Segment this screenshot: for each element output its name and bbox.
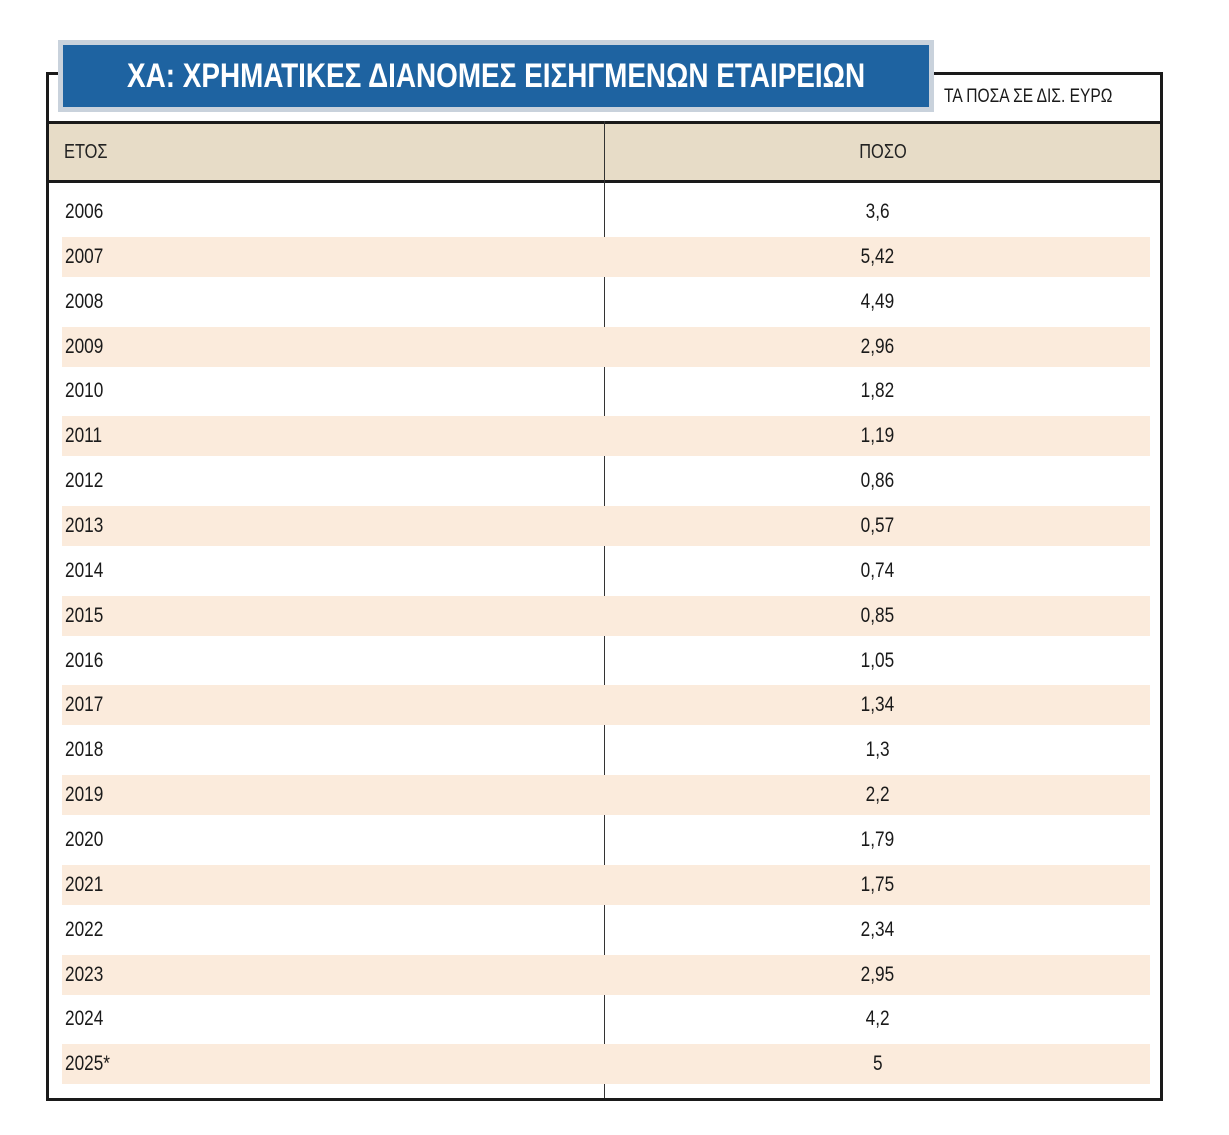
amount-value: 5 [872,1052,883,1076]
column-header-amount-label: ΠΟΣΟ [858,141,907,163]
table-row [62,551,1150,591]
amount-cell [605,828,1150,852]
table-row [62,865,1150,905]
table-row [62,416,1150,456]
table-row [62,910,1150,950]
table-row [62,775,1150,815]
table-row [62,371,1150,411]
year-cell: 2015 [65,603,104,627]
amount-cell [605,245,1150,269]
year-cell: 2011 [65,424,103,448]
amount-cell [605,693,1150,717]
table-row [62,730,1150,770]
amount-cell [605,649,1150,673]
year-cell: 2007 [65,244,104,268]
year-cell: 2014 [65,558,104,582]
amount-cell [605,469,1150,493]
amount-value: 1,3 [865,738,890,762]
amount-cell [605,963,1150,987]
year-cell: 2013 [65,513,104,537]
amount-value: 1,34 [860,693,895,717]
year-cell: 2018 [65,738,104,762]
year-cell: 2021 [65,872,104,896]
amount-value: 2,95 [860,962,895,986]
chart-title: ΧΑ: ΧΡΗΜΑΤΙΚΕΣ ΔΙΑΝΟΜΕΣ ΕΙΣΗΓΜΕΝΩΝ ΕΤΑΙΡΕΙΩΝ [126,56,866,95]
amount-value: 1,82 [860,379,895,403]
table-row [62,641,1150,681]
year-cell: 2019 [65,783,104,807]
amount-value: 3,6 [865,200,890,223]
table-row [62,192,1150,232]
amount-cell [605,783,1150,807]
amount-value: 4,49 [860,289,895,313]
table-row [62,999,1150,1039]
year-cell: 2020 [65,827,104,851]
amount-cell [605,379,1150,403]
amount-value: 4,2 [865,1007,890,1031]
amount-value: 5,42 [860,244,895,268]
table-row [62,282,1150,322]
year-cell: 2009 [65,334,104,358]
table-row [62,461,1150,501]
table-row [62,820,1150,860]
amount-value: 2,2 [865,783,890,807]
year-cell: 2024 [65,1007,104,1031]
amount-cell [605,290,1150,314]
amount-value: 0,85 [860,603,895,627]
amount-cell [605,424,1150,448]
amount-cell [605,1052,1150,1076]
table-row [62,327,1150,367]
year-cell: 2023 [65,962,104,986]
table-row [62,596,1150,636]
year-cell: 2006 [65,200,104,223]
amount-cell [605,335,1150,359]
amount-cell [605,873,1150,897]
year-cell: 2022 [65,917,104,941]
amount-cell [605,918,1150,942]
amount-value: 1,19 [860,424,895,448]
table-row [62,237,1150,277]
year-cell: 2025* [65,1052,111,1076]
amount-value: 1,05 [860,648,895,672]
amount-value: 2,96 [860,334,895,358]
table-row [62,1044,1150,1084]
amount-value: 1,75 [860,872,895,896]
amount-value: 0,86 [860,469,895,493]
table-row [62,506,1150,546]
amount-cell [605,738,1150,762]
title-banner [58,40,934,112]
column-header-year: ΕΤΟΣ [64,141,108,163]
amount-cell [605,559,1150,583]
amount-value: 0,74 [860,558,895,582]
title-banner-inner [63,45,929,107]
table-row [62,685,1150,725]
table-row [62,955,1150,995]
units-note: ΤΑ ΠΟΣΑ ΣΕ ΔΙΣ. ΕΥΡΩ [944,86,1113,107]
year-cell: 2008 [65,289,104,313]
year-cell: 2012 [65,469,104,493]
amount-cell [605,604,1150,628]
year-cell: 2010 [65,379,104,403]
amount-value: 2,34 [860,917,895,941]
amount-cell [605,200,1150,224]
amount-cell [605,1007,1150,1031]
amount-cell [605,514,1150,538]
year-cell: 2016 [65,648,104,672]
amount-value: 1,79 [860,827,895,851]
column-header-amount [605,141,1160,164]
amount-value: 0,57 [860,513,895,537]
year-cell: 2017 [65,693,104,717]
